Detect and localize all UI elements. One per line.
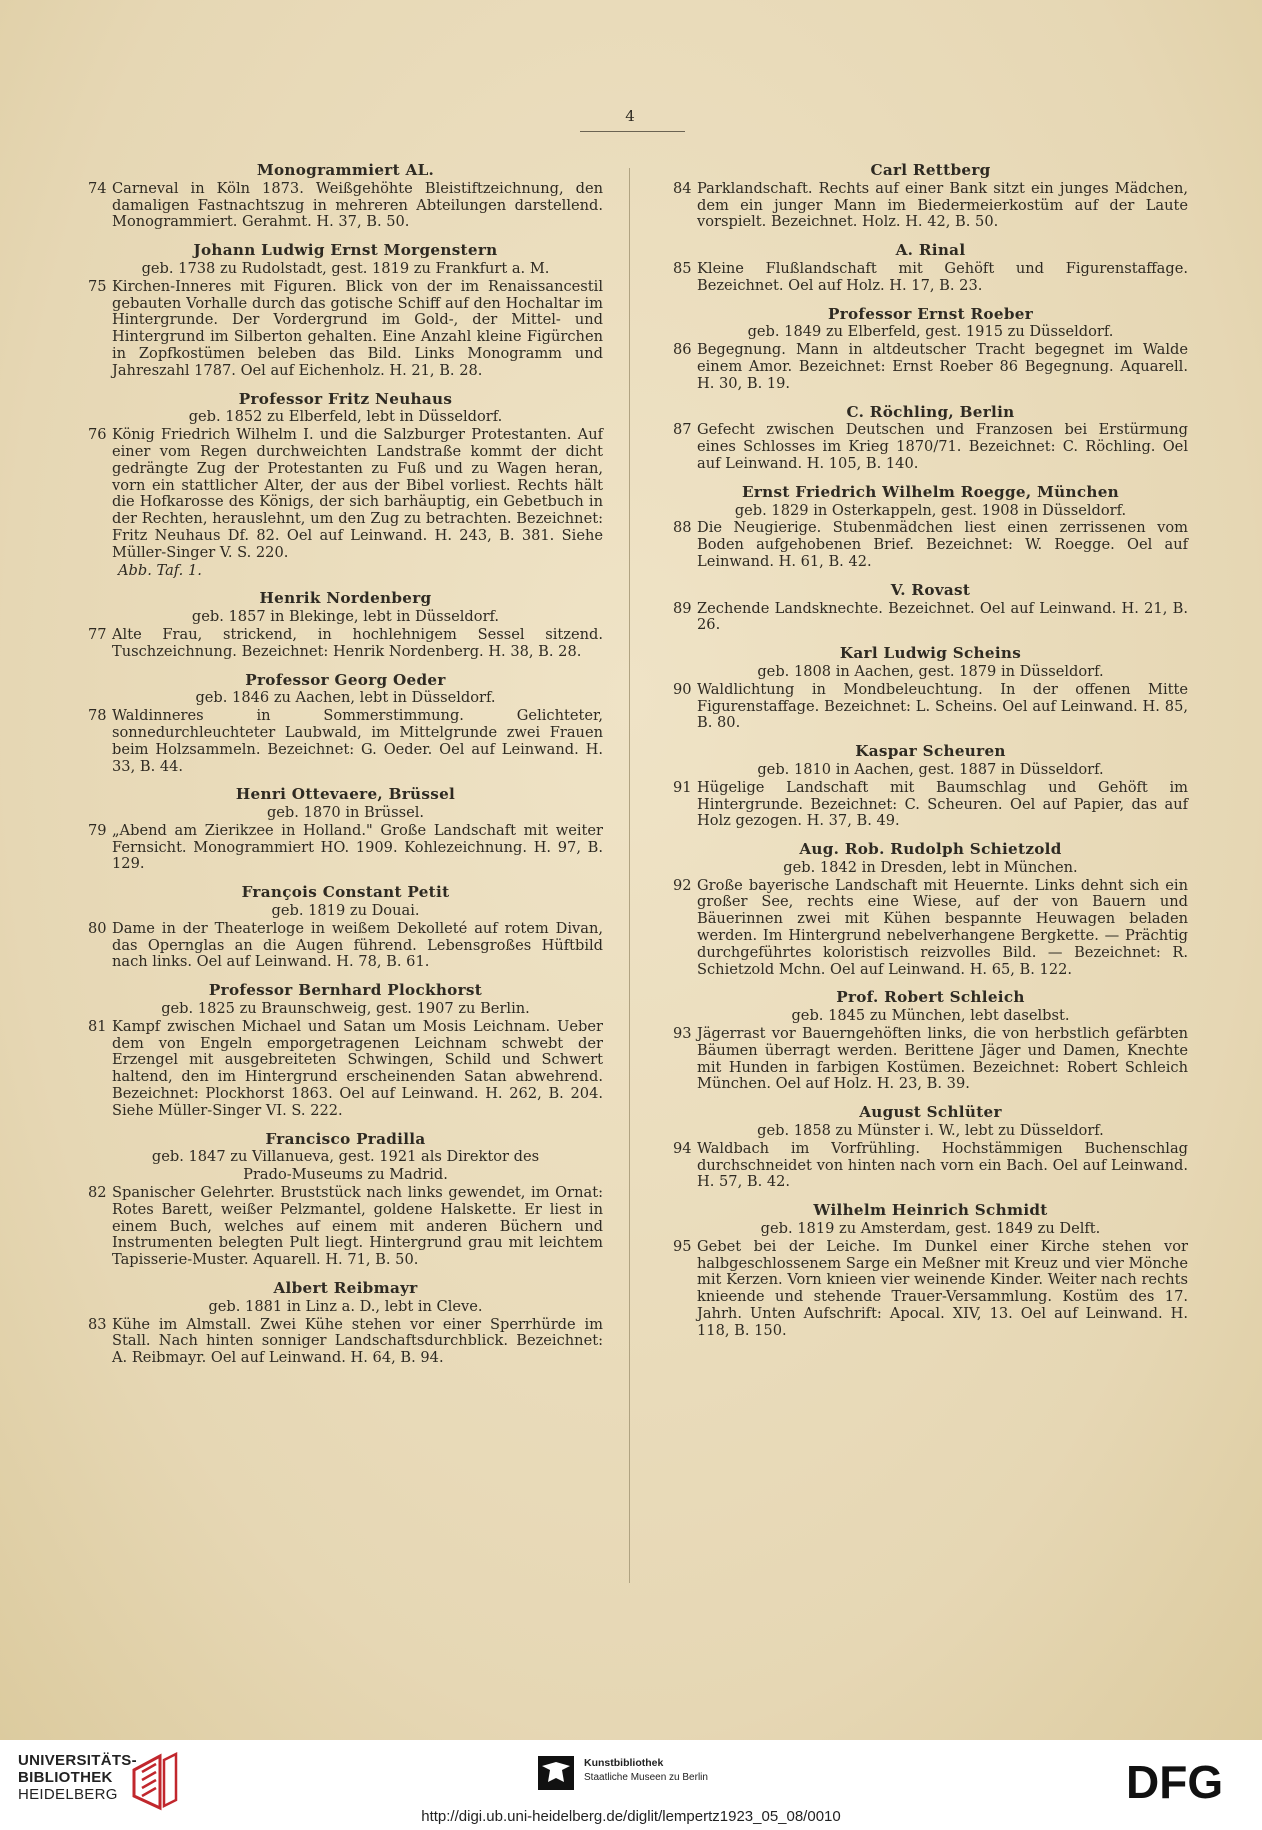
artist-bio: geb. 1819 zu Douai.: [271, 902, 420, 920]
catalog-section: [88, 884, 603, 971]
artist-bio: geb. 1842 in Dresden, lebt in München.: [783, 858, 1078, 876]
uni-line-2: BIBLIOTHEK: [18, 1769, 113, 1786]
artist-heading: Ernst Friedrich Wilhelm Roegge, München: [741, 482, 1120, 501]
artist-heading: Henrik Nordenberg: [259, 589, 432, 608]
artist-bio: geb. 1829 in Osterkappeln, gest. 1908 in Düsseldorf.: [734, 501, 1127, 519]
entry-description: Alte Frau, strickend, in hochlehnigem Sessel sitzend. Tuschzeichnung. Bezeichnet: Henrik Nordenberg. H. 38, B. 28.: [112, 625, 603, 660]
page-number: 4: [625, 107, 635, 125]
catalog-entry: [673, 780, 1188, 830]
catalog-section: [673, 1202, 1188, 1339]
entry-description: Carneval in Köln 1873. Weißgehöhte Bleistiftzeichnung, den damaligen Fastnachtszug in mehreren Abteilungen darstellend. Monogrammiert. Gerahmt. H. 37, B. 50.: [112, 179, 603, 231]
artist-bio: geb. 1808 in Aachen, gest. 1879 in Düsseldorf.: [757, 662, 1104, 680]
entry-number: 88: [673, 519, 692, 537]
catalog-entry: [673, 601, 1188, 635]
kunstbibliothek-logo[interactable]: [538, 1754, 738, 1804]
entry-number: 78: [88, 707, 107, 725]
entry-description: Waldinneres in Sommerstimmung. Gelichteter, sonnedurchleuchteter Laubwald, im Mittelgrunde zwei Frauen beim Holzsammeln. Bezeichnet: G. Oeder. Oel auf Leinwand. H. 33, B. 44.: [112, 707, 603, 775]
entry-number: 77: [88, 625, 107, 643]
artist-bio: geb. 1825 zu Braunschweig, gest. 1907 zu Berlin.: [161, 1000, 530, 1018]
entry-number: 92: [673, 876, 692, 894]
entry-description: Jägerrast vor Bauerngehöften links, die von herbstlich gefärbten Bäumen überragt werden. Berittene Jäger und Damen, Knechte mit Hunden in farbigen Kostümen. Bezeichnet: Robert Schleich München. Oel auf Holz. H. 23, B. 39.: [697, 1025, 1188, 1093]
artist-heading: August Schlüter: [859, 1103, 1002, 1122]
catalog-section: [88, 242, 603, 379]
artist-bio: geb. 1846 zu Aachen, lebt in Düsseldorf.: [195, 689, 496, 707]
catalog-section: [88, 1131, 603, 1269]
entry-description: Kirchen-Inneres mit Figuren. Blick von der im Renaissancestil gebauten Vorhalle durch das gotische Schiff auf den Hochaltar im Hintergrunde. Der Vordergrund im Gold-, der Mittel- und Hintergrund im Silberton gehalten. Eine Anzahl kleine Figürchen in Zopfkostümen beleben das Bild. Links Monogramm und Jahreszahl 1787. Oel auf Eichenholz. H. 21, B. 28.: [112, 277, 603, 379]
entry-description: Gebet bei der Leiche. Im Dunkel einer Kirche stehen vor halbgeschlossenem Sarge ein Meßner mit Kreuz und vier Mönche mit Kerzen. Vorn knieen vier weinende Kinder. Weiter nach rechts knieende und stehende Trauer-Versammlung. Kostüm des 17. Jahrh. Unten Aufschrift: Apocal. XIV, 13. Oel auf Leinwand. H. 118, B. 150.: [697, 1237, 1188, 1339]
artist-bio: geb. 1819 zu Amsterdam, gest. 1849 zu Delft.: [760, 1220, 1101, 1238]
artist-bio: geb. 1849 zu Elberfeld, gest. 1915 zu Düsseldorf.: [747, 323, 1114, 341]
catalog-entry: [673, 261, 1188, 295]
artist-heading: A. Rinal: [895, 241, 966, 260]
entry-number: 89: [673, 599, 692, 617]
catalog-section: [88, 590, 603, 660]
entry-description: Hügelige Landschaft mit Baumschlag und Gehöft im Hintergrunde. Bezeichnet: C. Scheuren. Oel auf Papier, das auf Holz gezogen. H. 37, B. 49.: [697, 778, 1188, 830]
artist-heading: Johann Ludwig Ernst Morgenstern: [193, 241, 498, 260]
entry-number: 84: [673, 179, 692, 197]
artist-bio: geb. 1870 in Brüssel.: [266, 804, 425, 822]
catalog-entry: [88, 823, 603, 873]
entry-number: 76: [88, 426, 107, 444]
entry-description: Gefecht zwischen Deutschen und Franzosen bei Erstürmung eines Schlosses im Krieg 1870/71. Bezeichnet: C. Röchling. Oel auf Leinwand. H. 105, B. 140.: [697, 421, 1188, 472]
artist-bio: Prado-Museums zu Madrid.: [243, 1166, 448, 1184]
entry-number: 91: [673, 778, 692, 796]
uni-line-3: HEIDELBERG: [18, 1786, 118, 1803]
entry-number: 75: [88, 277, 107, 295]
artist-bio: geb. 1810 in Aachen, gest. 1887 in Düsseldorf.: [757, 760, 1104, 778]
entry-description: Spanischer Gelehrter. Bruststück nach links gewendet, im Ornat: Rotes Barett, weißer Pelzmantel, goldene Halskette. Er liest in einem Buch, welches auf einem mit anderen Büchern und Instrumenten belegten Pult liegt. Hintergrund grau mit leichtem Tapisserie-Muster. Aquarell. H. 71, B. 50.: [112, 1184, 603, 1269]
entry-description: Kleine Flußlandschaft mit Gehöft und Figurenstaffage. Bezeichnet. Oel auf Holz. H. 17, B. 23.: [697, 259, 1188, 294]
entry-description: Die Neugierige. Stubenmädchen liest einen zerrissenen vom Boden aufgehobenen Brief. Bezeichnet: W. Roegge. Oel auf Leinwand. H. 61, B. 42.: [697, 519, 1188, 570]
catalog-entry: [673, 181, 1188, 231]
entry-number: 95: [673, 1237, 692, 1255]
entry-description: Waldbach im Vorfrühling. Hochstämmigen Buchenschlag durchschneidet von hinten nach vorn ein Bach. Oel auf Leinwand. H. 57, B. 42.: [697, 1139, 1188, 1191]
kb-title: Kunstbibliothek: [584, 1757, 664, 1769]
kunstbibliothek-eagle-icon: [538, 1756, 574, 1790]
entry-number: 83: [88, 1315, 107, 1333]
entry-number: 90: [673, 680, 692, 698]
entry-description: Kühe im Almstall. Zwei Kühe stehen vor einer Sperrhürde im Stall. Nach hinten sonniger Landschaftsdurchblick. Bezeichnet: A. Reibmayr. Oel auf Leinwand. H. 64, B. 94.: [112, 1315, 603, 1367]
catalog-section: [673, 743, 1188, 830]
artist-heading: François Constant Petit: [241, 883, 450, 902]
page-number-rule: [580, 131, 685, 132]
dfg-logo-mark: [1126, 1758, 1244, 1802]
entry-description: Parklandschaft. Rechts auf einer Bank sitzt ein junges Mädchen, dem ein junger Mann im Biedermeierkostüm auf der Laute vorspielt. Bezeichnet. Holz. H. 42, B. 50.: [697, 179, 1188, 231]
catalog-entry: [88, 1317, 603, 1367]
entry-description: König Friedrich Wilhelm I. und die Salzburger Protestanten. Auf einer vom Regen durchweichten Landstraße kommt der dicht gedrängte Zug der Protestanten zu Fuß und zu Wagen heran, vorn ein stattlicher Alter, der aus der Bibel vorliest. Rechts hält die Hofkarosse des Königs, der sich barhäuptig, ein Gebetbuch in der Rechten, herauslehnt, um den Zug zu betrachten. Bezeichnet: Fritz Neuhaus Df. 82. Oel auf Leinwand. H. 243, B. 381. Siehe Müller-Singer V. S. 220.: [112, 426, 603, 561]
artist-bio: geb. 1852 zu Elberfeld, lebt in Düsseldorf.: [188, 408, 503, 426]
catalog-section: [673, 162, 1188, 231]
artist-heading: Prof. Robert Schleich: [836, 988, 1025, 1007]
entry-number: 79: [88, 821, 107, 839]
artist-bio: geb. 1858 zu Münster i. W., lebt zu Düsseldorf.: [757, 1122, 1104, 1140]
dfg-logo[interactable]: [1126, 1758, 1244, 1807]
catalog-entry: [673, 342, 1188, 392]
catalog-entry: [673, 1239, 1188, 1340]
catalog-section: [673, 645, 1188, 732]
catalog-section: [673, 582, 1188, 634]
artist-heading: V. Rovast: [890, 580, 971, 599]
entry-description: Große bayerische Landschaft mit Heuernte. Links dehnt sich ein großer See, rechts eine Wiese, auf der von Bauern und Bäuerinnen zwei mit Kühen bespannte Heuwagen beladen werden. Im Hintergrund nebelverhangene Bergkette. — Prächtig durchgeführtes koloristisch reizvolles Bild. — Bezeichnet: R. Schietzold Mchn. Oel auf Leinwand. H. 65, B. 122.: [697, 876, 1188, 978]
catalog-entry: [88, 1185, 603, 1269]
artist-heading: Professor Fritz Neuhaus: [238, 389, 453, 408]
catalog-entry: [88, 708, 603, 775]
dfg-text: DFG: [1126, 1758, 1224, 1802]
catalog-section: [673, 989, 1188, 1093]
artist-heading: Professor Ernst Roeber: [827, 304, 1034, 323]
artist-heading: Henri Ottevaere, Brüssel: [235, 785, 456, 804]
entry-description: „Abend am Zierikzee in Holland." Große Landschaft mit weiter Fernsicht. Monogrammiert HO. 1909. Kohlezeichnung. H. 97, B. 129.: [112, 821, 603, 873]
artist-heading: Professor Georg Oeder: [245, 670, 446, 689]
source-url[interactable]: http://digi.ub.uni-heidelberg.de/diglit/lempertz1923_05_08/0010: [421, 1808, 841, 1825]
catalog-entry: [673, 1141, 1188, 1191]
entry-description: Kampf zwischen Michael und Satan um Mosis Leichnam. Ueber dem von Engeln emporgetragenen Leichnam schwebt der Erzengel mit ausgebreiteten Schwingen, Schild und Schwert haltend, den im Hintergrund erscheinenden Satan abwehrend. Bezeichnet: Plockhorst 1863. Oel auf Leinwand. H. 262, B. 204. Siehe Müller-Singer VI. S. 222.: [112, 1017, 603, 1119]
catalog-section: [673, 404, 1188, 473]
catalog-entry: [673, 878, 1188, 979]
plate-reference: Abb. Taf. 1.: [118, 561, 202, 579]
catalog-entry: [88, 627, 603, 661]
catalog-section: [673, 242, 1188, 294]
catalog-entry: [673, 520, 1188, 570]
catalog-section: [673, 1104, 1188, 1191]
catalog-section: [88, 982, 603, 1119]
entry-description: Waldlichtung in Mondbeleuchtung. In der offenen Mitte Figurenstaffage. Bezeichnet: L. Scheins. Oel auf Leinwand. H. 85, B. 80.: [697, 680, 1188, 732]
entry-number: 86: [673, 341, 692, 359]
entry-number: 81: [88, 1017, 107, 1035]
catalog-entry: [88, 181, 603, 231]
footer-bar: [0, 1740, 1262, 1830]
entry-number: 82: [88, 1184, 107, 1202]
artist-heading: Wilhelm Heinrich Schmidt: [813, 1201, 1048, 1220]
entry-description: Dame in der Theaterloge in weißem Dekolleté auf rotem Divan, das Opernglas an die Augen führend. Lebensgroßes Hüftbild nach links. Oel auf Leinwand. H. 78, B. 61.: [112, 919, 603, 971]
kb-subtitle: Staatliche Museen zu Berlin: [584, 1772, 708, 1783]
artist-bio: geb. 1881 in Linz a. D., lebt in Cleve.: [208, 1297, 483, 1315]
heidelberg-emblem-icon: [130, 1752, 182, 1812]
catalog-section: [673, 484, 1188, 571]
artist-heading: Francisco Pradilla: [265, 1129, 426, 1148]
artist-heading: Carl Rettberg: [870, 161, 991, 179]
catalog-section: [673, 841, 1188, 978]
catalog-entry: [673, 1026, 1188, 1093]
artist-heading: Karl Ludwig Scheins: [839, 644, 1022, 663]
entry-number: 94: [673, 1139, 692, 1157]
artist-bio: geb. 1845 zu München, lebt daselbst.: [791, 1007, 1070, 1025]
artist-heading: Aug. Rob. Rudolph Schietzold: [799, 840, 1062, 859]
catalog-entry: [88, 921, 603, 971]
catalog-entry: [673, 682, 1188, 732]
catalog-section: [88, 672, 603, 776]
entry-description: Zechende Landsknechte. Bezeichnet. Oel auf Leinwand. H. 21, B. 26.: [697, 599, 1188, 634]
catalog-section: [88, 786, 603, 873]
column-divider: [629, 168, 630, 1583]
catalog-section: [673, 306, 1188, 393]
artist-bio: geb. 1847 zu Villanueva, gest. 1921 als Direktor des: [151, 1148, 540, 1166]
right-column: [673, 162, 1188, 1351]
entry-number: 74: [88, 179, 107, 197]
catalog-section: [88, 1280, 603, 1367]
entry-description: Begegnung. Mann in altdeutscher Tracht begegnet im Walde einem Amor. Bezeichnet: Ernst Roeber 86 Begegnung. Aquarell. H. 30, B. 19.: [697, 341, 1188, 392]
catalog-section: [88, 162, 603, 231]
catalog-section: [88, 391, 603, 580]
artist-heading: Albert Reibmayr: [273, 1279, 418, 1298]
catalog-entry: [88, 1019, 603, 1120]
catalog-entry: [88, 279, 603, 380]
entry-number: 87: [673, 421, 692, 439]
catalog-entry: [88, 427, 603, 561]
artist-heading: C. Röchling, Berlin: [846, 402, 1015, 421]
left-column: [88, 162, 603, 1378]
artist-bio: geb. 1738 zu Rudolstadt, gest. 1819 zu Frankfurt a. M.: [141, 259, 550, 277]
artist-heading: Professor Bernhard Plockhorst: [208, 981, 483, 1000]
entry-number: 85: [673, 259, 692, 277]
uni-line-1: UNIVERSITÄTS-: [18, 1752, 137, 1769]
catalog-entry: [673, 422, 1188, 472]
entry-number: 80: [88, 919, 107, 937]
entry-number: 93: [673, 1025, 692, 1043]
artist-heading: Monogrammiert AL.: [256, 161, 435, 179]
heidelberg-library-name: [18, 1752, 137, 1803]
artist-bio: geb. 1857 in Blekinge, lebt in Düsseldorf.: [191, 608, 500, 626]
artist-heading: Kaspar Scheuren: [855, 742, 1006, 761]
